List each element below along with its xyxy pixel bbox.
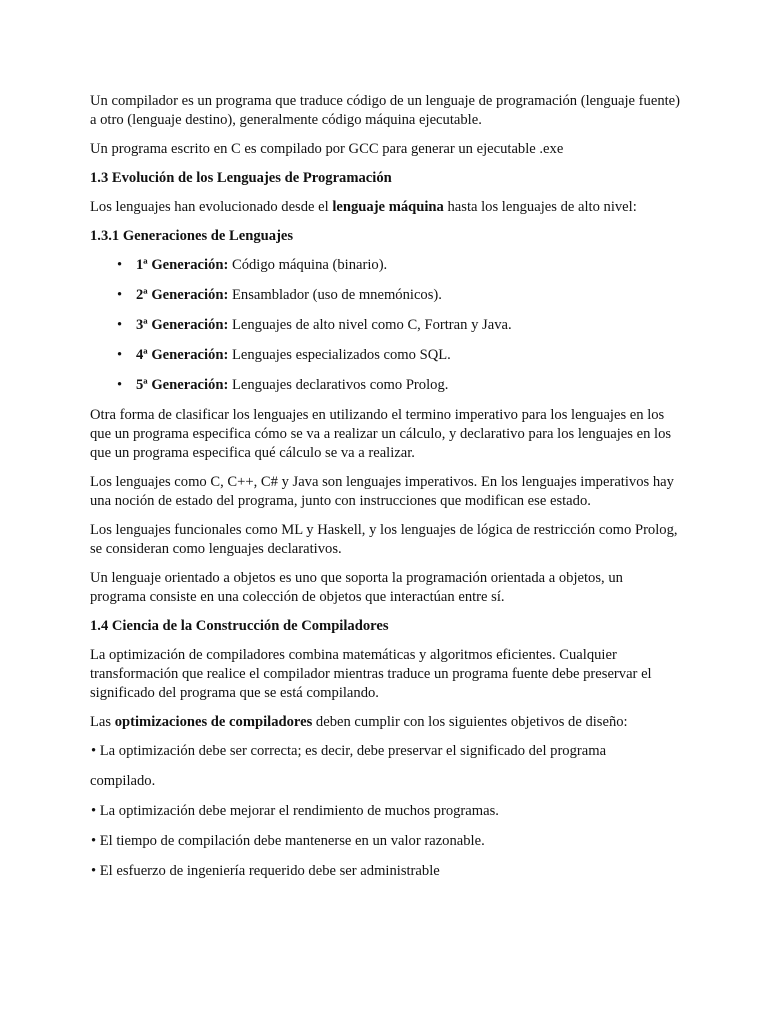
generation-label: 3ª Generación: (136, 317, 229, 333)
optimization-paragraph: La optimización de compiladores combina matemáticas y algoritmos eficientes. Cualquier transformación que realice el compilador mientras traduce un programa fuente debe preservar el significado del programa que se está compilando. (90, 647, 652, 701)
lead-bold-term: optimizaciones de compiladores (114, 714, 313, 730)
generation-text: Código máquina (binario). (228, 257, 388, 273)
goal-item-compile-time: • El tiempo de compilación debe mantenerse en un valor razonable. (91, 833, 485, 849)
goal-item-correct: • La optimización debe ser correcta; es decir, debe preservar el significado del programa (91, 743, 607, 759)
generation-text: Lenguajes de alto nivel como C, Fortran y Java. (228, 317, 512, 333)
generation-text: Lenguajes declarativos como Prolog. (228, 377, 449, 393)
lead-text: Los lenguajes han evolucionado desde el (90, 199, 333, 215)
list-item (136, 286, 680, 305)
generation-text: Ensamblador (uso de mnemónicos). (228, 287, 442, 303)
optimization-goals-lead (90, 713, 680, 732)
document-body (90, 92, 680, 892)
lead-text: Las (90, 714, 115, 730)
section-1-4-heading: 1.4 Ciencia de la Construcción de Compiladores (90, 618, 389, 634)
goal-item-engineering-effort: • El esfuerzo de ingeniería requerido debe ser administrable (91, 863, 440, 879)
generation-label: 5ª Generación: (136, 377, 229, 393)
section-1-3-1-heading: 1.3.1 Generaciones de Lenguajes (90, 228, 294, 244)
classification-paragraph: Otra forma de clasificar los lenguajes en utilizando el termino imperativo para los lenguajes en los que un programa especifica cómo se va a realizar un cálculo, y declarativo para los lenguajes en los que un programa especifica qué cálculo se va a realizar. (90, 407, 672, 461)
intro-paragraph-2: Un programa escrito en C es compilado por GCC para generar un ejecutable .exe (90, 141, 564, 157)
list-item (136, 316, 680, 335)
list-item (136, 376, 680, 395)
intro-paragraph-1: Un compilador es un programa que traduce código de un lenguaje de programación (lenguaje fuente) a otro (lenguaje destino), generalmente código máquina ejecutable. (90, 93, 681, 128)
generation-label: 1ª Generación: (136, 257, 229, 273)
list-item (136, 346, 680, 365)
list-item (136, 256, 680, 275)
lead-bold-term: lenguaje máquina (332, 199, 444, 215)
generation-text: Lenguajes especializados como SQL. (228, 347, 451, 363)
goal-item-correct-continuation: compilado. (90, 773, 156, 789)
lead-text-end: deben cumplir con los siguientes objetivos de diseño: (312, 714, 628, 730)
imperative-paragraph: Los lenguajes como C, C++, C# y Java son lenguajes imperativos. En los lenguajes imperativos hay una noción de estado del programa, junto con instrucciones que modifican ese estado. (90, 474, 674, 509)
section-1-3-lead (90, 198, 680, 217)
generation-label: 2ª Generación: (136, 287, 229, 303)
generations-list (90, 256, 680, 395)
section-1-3-heading: 1.3 Evolución de los Lenguajes de Programación (90, 170, 392, 186)
declarative-paragraph: Los lenguajes funcionales como ML y Haskell, y los lenguajes de lógica de restricción como Prolog, se consideran como lenguajes declarativos. (90, 522, 678, 557)
lead-text-end: hasta los lenguajes de alto nivel: (443, 199, 637, 215)
object-oriented-paragraph: Un lenguaje orientado a objetos es uno que soporta la programación orientada a objetos, un programa consiste en una colección de objetos que interactúan entre sí. (90, 570, 623, 605)
goal-item-performance: • La optimización debe mejorar el rendimiento de muchos programas. (91, 803, 499, 819)
generation-label: 4ª Generación: (136, 347, 229, 363)
